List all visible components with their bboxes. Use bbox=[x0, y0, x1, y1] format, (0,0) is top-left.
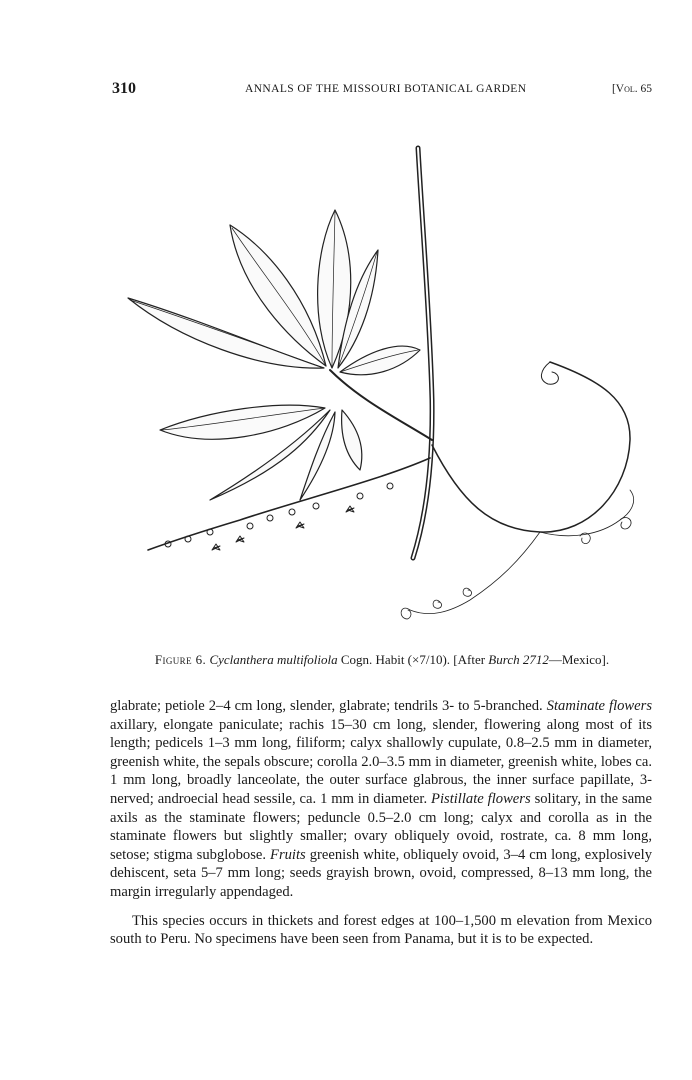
tendril-coil bbox=[541, 362, 558, 384]
journal-title: ANNALS OF THE MISSOURI BOTANICAL GARDEN bbox=[245, 83, 527, 95]
collector-name: Burch 2712 bbox=[488, 652, 549, 667]
flowering-rachis bbox=[148, 458, 430, 550]
body-text bbox=[110, 697, 652, 949]
text-run: axillary, elongate paniculate; rachis 15–30 cm long, slender, flowering along most of its length; pedicels 1–3 mm long, filiform; calyx shallowly cupulate, 0.8–2.5 mm in diameter, greenish white, the sepals obscure; corolla 2.0–3.5 mm in diameter, greenish white, lobes ca. 1 mm long, broadly lanceolate, the outer surface glabrous, the inner surface papillate, 3-nerved; androecial head sessile, ca. 1 mm in diameter. bbox=[110, 716, 652, 807]
figure-caption bbox=[112, 652, 652, 668]
species-name: Cyclanthera multifoliola bbox=[209, 652, 338, 667]
staminate-flowers bbox=[165, 483, 393, 550]
page-number: 310 bbox=[112, 80, 136, 97]
leaflet-small-right bbox=[342, 410, 362, 470]
term-pistillate: Pistillate flowers bbox=[431, 790, 531, 807]
term-staminate: Staminate flowers bbox=[546, 698, 652, 714]
plant-drawing bbox=[120, 140, 660, 640]
term-fruits: Fruits bbox=[270, 846, 306, 863]
tendril-main bbox=[432, 362, 630, 532]
caption-locality: —Mexico]. bbox=[548, 652, 610, 667]
leaflet-right bbox=[340, 346, 420, 375]
caption-habit: Cogn. Habit (×7/10). [After bbox=[337, 652, 489, 667]
text-run: solitary, in the same axils as the staminate flowers; peduncle 0.5–2.0 cm long; calyx and corolla as in the staminate flowers but slightly smaller; ovary obliquely ovoid, rostrate, ca. 8 mm long, setose; stigma subglobose. bbox=[110, 790, 653, 863]
tendril-right bbox=[540, 490, 634, 536]
paragraph-distribution: This species occurs in thickets and forest edges at 100–1,500 m elevation from Mexico south to Peru. No specimens have been seen from Panama, but it is to be expected. bbox=[110, 912, 652, 948]
tendril-lower bbox=[410, 532, 540, 614]
leaflet-left-lower bbox=[160, 405, 325, 439]
figure-label: Figure 6. bbox=[154, 652, 207, 667]
volume-label: [Vol. 65 bbox=[611, 83, 652, 95]
text-run: greenish white, obliquely ovoid, 3–4 cm long, explosively dehiscent, seta 5–7 mm long; seeds grayish brown, ovoid, compressed, 8–13 mm long, the margin irregularly appendaged. bbox=[110, 846, 653, 900]
running-head bbox=[112, 80, 652, 102]
text-run: glabrate; petiole 2–4 cm long, slender, glabrate; tendrils 3- to 5-branched. bbox=[110, 698, 547, 714]
botanical-illustration bbox=[120, 140, 660, 640]
paragraph-description bbox=[110, 697, 652, 902]
